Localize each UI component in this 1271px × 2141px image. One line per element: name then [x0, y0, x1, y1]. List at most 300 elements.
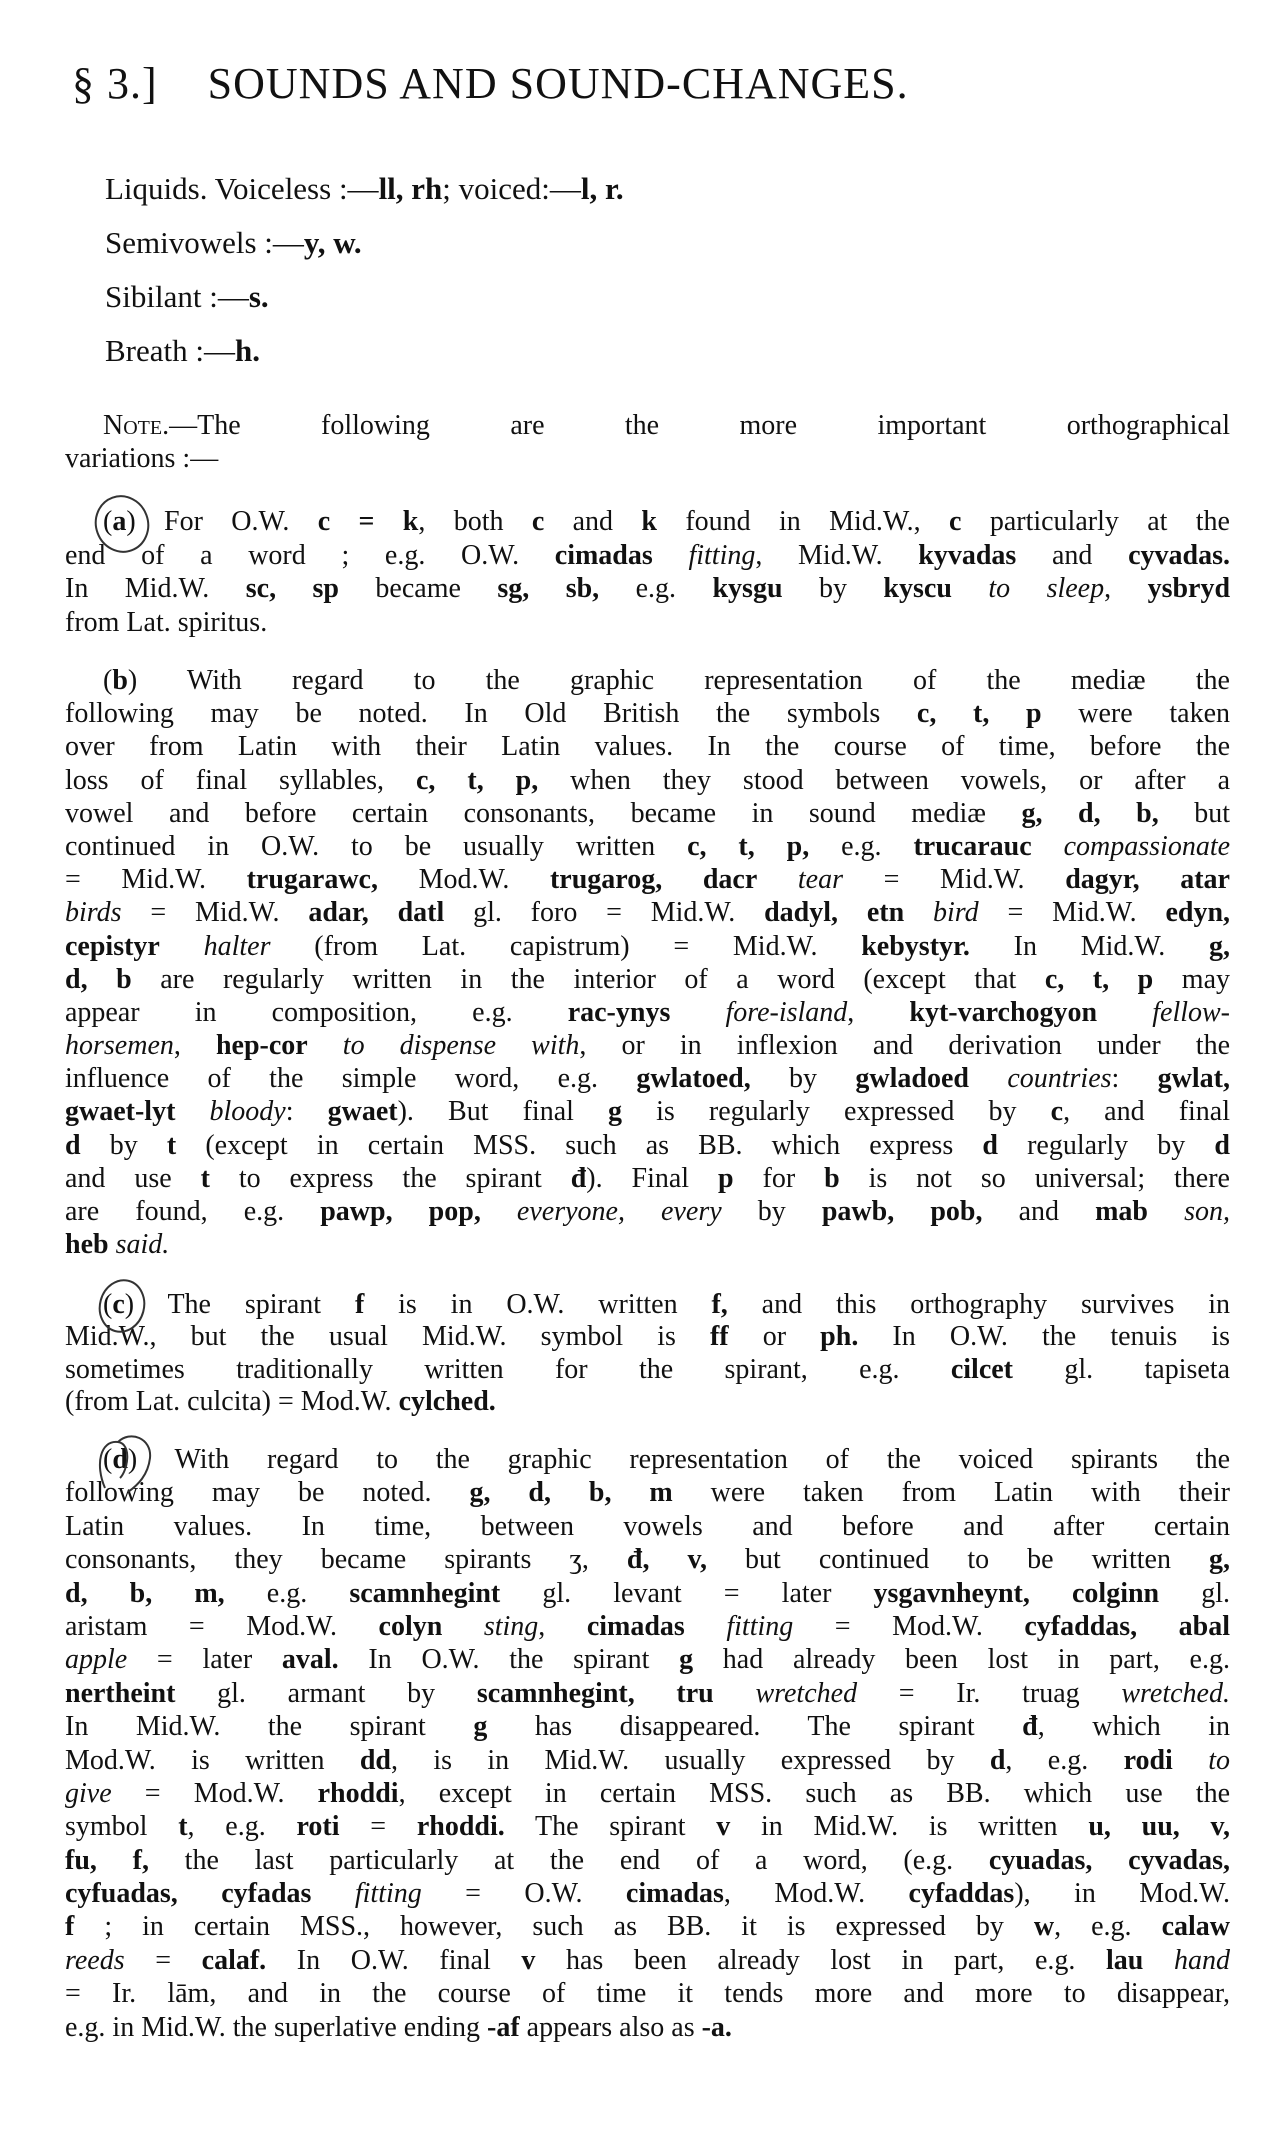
welsh-form: c — [949, 506, 962, 537]
text-run: , Mid.W. — [755, 539, 919, 571]
text-run: , e.g. — [1054, 1911, 1162, 1943]
gloss: fitting — [726, 1610, 794, 1642]
welsh-form: g — [679, 1644, 694, 1676]
text-line — [65, 697, 1230, 730]
text-run: Semivowels :— — [105, 225, 304, 260]
text-line — [65, 1354, 1230, 1386]
text-run: were taken from Latin with their — [672, 1477, 1230, 1509]
text-run: ; in certain MSS., however, such as BB. it is expressed by — [74, 1911, 1034, 1943]
welsh-form: adar, datl — [308, 897, 445, 929]
welsh-form: cyfuadas, cyfadas — [65, 1878, 312, 1910]
gloss: fitting — [688, 539, 756, 571]
text-line — [105, 216, 624, 270]
text-run: gl. tapiseta — [1013, 1353, 1231, 1385]
gloss: countries — [1007, 1063, 1112, 1095]
welsh-form: kysgu — [712, 573, 783, 605]
text-line — [65, 764, 1230, 797]
welsh-form: f — [354, 1289, 365, 1320]
gloss: sting — [483, 1610, 539, 1642]
gloss: fore-island — [725, 996, 848, 1028]
text-line — [65, 1228, 1230, 1261]
welsh-form: ph. — [820, 1321, 859, 1353]
text-run: had already been lost in part, e.g. — [693, 1644, 1230, 1676]
text-run: vowel and before certain consonants, became in sound mediæ — [65, 797, 1022, 829]
text-run — [175, 1096, 209, 1127]
text-run: = Mid.W. — [65, 864, 247, 896]
text-line — [65, 409, 1230, 442]
welsh-form: t — [200, 1162, 210, 1194]
welsh-form: v — [716, 1811, 731, 1843]
text-run: consonants, they became spirants ʒ, — [65, 1544, 627, 1576]
gloss: to dispense with — [342, 1030, 580, 1062]
welsh-form: c — [112, 1289, 125, 1320]
text-line — [65, 1643, 1230, 1676]
text-line — [65, 1777, 1230, 1810]
gloss: wretched — [755, 1677, 858, 1709]
welsh-form: rhoddi — [317, 1777, 399, 1809]
text-run: In Mid.W. — [65, 573, 246, 605]
welsh-form: cyvadas. — [1128, 539, 1230, 571]
welsh-form: d, b — [65, 963, 132, 995]
text-run: In Mid.W. — [969, 930, 1210, 962]
welsh-form: heb — [65, 1229, 109, 1261]
text-run: became — [338, 573, 498, 605]
text-run: , — [173, 1030, 216, 1062]
text-run: gl. foro = Mid.W. — [444, 897, 765, 929]
text-run: and — [544, 506, 642, 537]
welsh-form: ll, rh — [378, 171, 443, 206]
gloss: birds — [65, 897, 122, 929]
text-run: ). Final — [586, 1162, 718, 1194]
text-line — [65, 664, 1230, 697]
text-line — [65, 1977, 1230, 2010]
text-run: following may be noted. — [65, 1477, 470, 1509]
welsh-form: colyn — [378, 1610, 443, 1642]
gloss: hand — [1174, 1944, 1231, 1976]
gloss: fitting — [354, 1878, 422, 1910]
text-run: from Lat. spiritus. — [65, 607, 268, 639]
text-run: appears also as — [519, 2011, 702, 2043]
text-run: loss of final syllables, — [65, 764, 416, 796]
paragraph-c — [65, 1289, 1230, 1419]
text-run: ) With regard to the graphic representation of the voiced spirants the — [127, 1444, 1230, 1475]
section-number: § 3.] — [72, 59, 158, 108]
text-line — [65, 996, 1230, 1029]
text-run: by — [782, 573, 884, 605]
text-run — [1148, 1196, 1184, 1227]
page-heading — [72, 58, 909, 109]
gloss: reeds — [65, 1944, 125, 1976]
text-run: = Ir. truag — [857, 1677, 1122, 1709]
text-run: variations :— — [65, 443, 219, 475]
welsh-form: d — [1214, 1129, 1230, 1161]
text-run — [308, 1030, 343, 1061]
text-line — [65, 1062, 1230, 1095]
welsh-form: cimadas — [554, 539, 653, 571]
welsh-form: g, d, b, — [1021, 797, 1159, 829]
text-line — [105, 270, 624, 324]
welsh-form: l, r. — [580, 171, 624, 206]
welsh-form: sg, sb, — [497, 573, 600, 605]
text-run — [757, 864, 798, 895]
text-run: , e.g. — [1005, 1744, 1124, 1776]
text-run: , and final — [1063, 1096, 1231, 1128]
text-line — [65, 963, 1230, 996]
gloss: compassionate — [1063, 830, 1231, 862]
text-run: , Mod.W. — [723, 1878, 909, 1910]
welsh-form: cilcet — [950, 1353, 1014, 1385]
text-run: = Mid.W. — [843, 864, 1066, 896]
text-run: Mid.W., but the usual Mid.W. symbol is — [65, 1321, 710, 1353]
text-run: : — [285, 1096, 328, 1128]
text-run: and — [1016, 539, 1129, 571]
text-run: e.g. — [809, 830, 914, 862]
text-run — [1143, 1945, 1174, 1976]
text-line — [65, 1029, 1230, 1062]
welsh-form: gwladoed — [855, 1063, 969, 1095]
text-run — [670, 997, 725, 1028]
text-run — [481, 1196, 517, 1227]
welsh-form: c — [531, 506, 545, 537]
welsh-form: c, t, p, — [687, 830, 810, 862]
text-run: In O.W. the spirant — [338, 1644, 680, 1676]
text-run: and use — [65, 1162, 201, 1194]
gloss: bloody — [209, 1096, 286, 1128]
welsh-form: d — [989, 1744, 1006, 1776]
text-run: found in Mid.W., — [656, 506, 950, 537]
welsh-form: gwaet — [327, 1096, 398, 1128]
text-run: Sibilant :— — [105, 279, 249, 314]
text-run: Liquids. Voiceless :— — [105, 171, 379, 206]
text-run: = later — [127, 1644, 282, 1676]
welsh-form: d, b, m, — [65, 1577, 225, 1609]
text-line — [65, 1810, 1230, 1843]
text-run: ( — [103, 506, 113, 537]
welsh-form: rac-ynys — [567, 996, 671, 1028]
welsh-form: trugarog, dacr — [549, 864, 758, 896]
text-line — [65, 1510, 1230, 1543]
text-run: ; voiced:— — [442, 171, 581, 206]
text-line — [105, 324, 624, 378]
text-run: is in O.W. written — [364, 1289, 712, 1320]
text-line — [65, 1710, 1230, 1743]
text-line — [65, 730, 1230, 763]
text-run: but — [1158, 797, 1231, 829]
text-run: , except in certain MSS. such as BB. which use the — [398, 1777, 1231, 1809]
welsh-form: scamnhegint, tru — [476, 1677, 714, 1709]
text-run: regularly by — [997, 1129, 1215, 1161]
paragraph-b — [65, 664, 1230, 1261]
welsh-form: g — [473, 1711, 488, 1743]
text-run: or — [728, 1321, 821, 1353]
text-run — [1173, 1745, 1208, 1776]
text-run: , e.g. — [187, 1811, 297, 1843]
welsh-form: k — [641, 506, 657, 537]
text-line — [65, 606, 1230, 640]
text-run: following may be noted. In Old British the symbols — [65, 698, 917, 730]
welsh-form: b — [112, 665, 128, 696]
welsh-form: rodi — [1123, 1744, 1173, 1776]
text-run — [1097, 997, 1152, 1028]
text-run: has been already lost in part, e.g. — [535, 1944, 1107, 1976]
welsh-form: cyuadas, cyvadas, — [988, 1844, 1230, 1876]
text-run — [969, 1063, 1007, 1094]
text-run: = — [339, 1811, 417, 1843]
text-run: (from Lat. capistrum) = Mid.W. — [270, 930, 862, 962]
welsh-form: a — [112, 506, 127, 537]
welsh-form: -a. — [701, 2011, 732, 2043]
welsh-form: ff — [709, 1321, 729, 1353]
gloss: fellow- — [1152, 996, 1230, 1028]
text-run: influence of the simple word, e.g. — [65, 1063, 637, 1095]
text-run: particularly at the — [961, 506, 1230, 537]
welsh-form: trucarauc — [913, 830, 1032, 862]
text-run: has disappeared. The spirant — [487, 1711, 1023, 1743]
text-run: = Mod.W. — [793, 1610, 1025, 1642]
text-run — [952, 573, 988, 604]
text-run: ( — [103, 1289, 113, 1320]
welsh-form: -af — [487, 2011, 520, 2043]
text-line — [65, 1195, 1230, 1228]
text-run: and this orthography survives in — [727, 1289, 1230, 1320]
text-run: , — [847, 996, 910, 1028]
text-run: Mod.W. — [377, 864, 550, 896]
text-run: , is in Mid.W. usually expressed by — [391, 1744, 990, 1776]
welsh-form: cyfaddas, abal — [1024, 1610, 1231, 1642]
welsh-form: c, t, p — [916, 698, 1042, 730]
welsh-form: kyscu — [883, 573, 952, 605]
text-run: may — [1153, 963, 1230, 995]
text-run: = O.W. — [421, 1878, 626, 1910]
text-run: by — [750, 1063, 856, 1095]
welsh-form: fu, f, — [65, 1844, 149, 1876]
text-run: ) For O.W. — [126, 506, 318, 537]
text-run: Breath :— — [105, 333, 235, 368]
welsh-form: gwlat, — [1157, 1063, 1230, 1095]
text-run — [653, 540, 689, 571]
text-run — [160, 931, 204, 962]
text-run: = Mid.W. — [978, 897, 1166, 929]
welsh-form: f — [65, 1911, 75, 1943]
text-line — [65, 1610, 1230, 1643]
text-run: ). But final — [397, 1096, 608, 1128]
text-run: .—The following are the more important orthographical — [162, 410, 1230, 441]
text-line — [65, 539, 1230, 573]
welsh-form: đ — [1022, 1711, 1038, 1743]
welsh-form: s. — [248, 279, 269, 314]
text-run — [714, 1678, 756, 1709]
text-run — [109, 1229, 116, 1260]
text-line — [65, 1476, 1230, 1509]
gloss: tear — [797, 864, 843, 896]
welsh-form: kyt-varchogyon — [909, 996, 1098, 1028]
text-run: sometimes traditionally written for the spirant, e.g. — [65, 1353, 951, 1385]
welsh-form: kebystyr. — [861, 930, 970, 962]
welsh-form: dagyr, atar — [1065, 864, 1230, 896]
welsh-form: v — [521, 1944, 536, 1976]
text-run: by — [80, 1129, 167, 1161]
text-line — [65, 797, 1230, 830]
welsh-form: d — [982, 1129, 998, 1161]
text-line — [65, 1386, 1230, 1418]
gloss: son, — [1184, 1196, 1230, 1227]
gloss: wretched. — [1121, 1677, 1230, 1709]
text-run: but continued to be written — [706, 1544, 1209, 1576]
text-line — [65, 1677, 1230, 1710]
text-run: ( — [103, 665, 113, 696]
text-run: end of a word ; e.g. O.W. — [65, 539, 555, 571]
text-line — [65, 1577, 1230, 1610]
welsh-form: calaw — [1161, 1911, 1230, 1943]
text-run: (except in certain MSS. such as BB. which express — [176, 1129, 983, 1161]
text-run — [442, 1611, 484, 1642]
text-line — [65, 1910, 1230, 1943]
gloss: give — [65, 1777, 112, 1809]
welsh-form: cimadas — [586, 1610, 685, 1642]
welsh-form: đ, v, — [626, 1544, 707, 1576]
text-line — [65, 1944, 1230, 1977]
text-line — [65, 896, 1230, 929]
welsh-form: g, — [1209, 930, 1231, 962]
gloss: halter — [203, 930, 271, 962]
text-run: in Mid.W. is written — [730, 1811, 1089, 1843]
text-run: symbol — [65, 1811, 179, 1843]
welsh-form: u, uu, v, — [1088, 1811, 1230, 1843]
welsh-form: g — [608, 1096, 622, 1128]
text-run: : — [1111, 1063, 1158, 1095]
gloss: bird — [933, 897, 979, 929]
text-run — [904, 897, 933, 928]
text-line — [65, 1877, 1230, 1910]
welsh-form: roti — [296, 1811, 340, 1843]
welsh-form: c, t, p, — [416, 764, 539, 796]
welsh-form: c, t, p — [1044, 963, 1154, 995]
sound-classes-list — [105, 162, 624, 378]
text-run: Note — [103, 410, 163, 441]
text-run: gl. armant by — [175, 1677, 477, 1709]
text-run: is regularly expressed by — [622, 1096, 1051, 1128]
text-run: are regularly written in the interior of a word (except that — [131, 963, 1045, 995]
text-run — [311, 1878, 354, 1909]
text-run: aristam = Mod.W. — [65, 1610, 379, 1642]
text-run: (from Lat. culcita) = Mod.W. — [65, 1386, 399, 1418]
text-run: appear in composition, e.g. — [65, 996, 568, 1028]
text-run: , — [1104, 573, 1148, 605]
note-paragraph — [65, 409, 1230, 475]
welsh-form: c — [1050, 1096, 1064, 1128]
welsh-form: t — [166, 1129, 177, 1161]
gloss: apple — [65, 1644, 128, 1676]
text-run: are found, e.g. — [65, 1196, 321, 1227]
welsh-form: mab — [1095, 1196, 1148, 1227]
welsh-form: trugarawc, — [246, 864, 378, 896]
text-run — [1032, 831, 1064, 862]
paragraph-d — [65, 1443, 1230, 2044]
gloss: said. — [115, 1229, 170, 1261]
gloss: everyone, every — [516, 1196, 722, 1227]
text-run: = Ir. lām, and in the course of time it tends more and more to disappear, — [65, 1978, 1230, 2010]
text-line — [65, 830, 1230, 863]
welsh-form: edyn, — [1165, 897, 1231, 929]
gloss: to — [1208, 1744, 1230, 1776]
text-run: , which in — [1037, 1711, 1230, 1743]
text-run: In Mid.W. the spirant — [65, 1711, 474, 1743]
text-run: ) The spirant — [124, 1289, 355, 1320]
text-run: ( — [103, 1444, 113, 1475]
text-run: is not so universal; there — [839, 1162, 1230, 1194]
text-run: for — [733, 1162, 825, 1194]
paragraph-a — [65, 505, 1230, 640]
text-run: the last particularly at the end of a word, (e.g. — [148, 1844, 989, 1876]
text-run: over from Latin with their Latin values. In the course of time, before the — [65, 731, 1230, 763]
welsh-form: cimadas — [625, 1878, 724, 1910]
text-run: = — [124, 1944, 202, 1976]
welsh-form: cepistyr — [65, 930, 160, 962]
welsh-form: aval. — [281, 1644, 339, 1676]
text-run: by — [721, 1196, 822, 1227]
text-line — [65, 2011, 1230, 2044]
text-line — [65, 572, 1230, 606]
text-run: were taken — [1041, 698, 1230, 730]
welsh-form: hep-cor — [215, 1030, 308, 1062]
text-run: , both — [418, 506, 532, 537]
text-run: when they stood between vowels, or after a — [538, 764, 1230, 796]
text-run: In O.W. the tenuis is — [858, 1321, 1230, 1353]
welsh-form: pawb, pob, — [821, 1196, 983, 1227]
welsh-form: calaf. — [201, 1944, 267, 1976]
welsh-form: d — [112, 1444, 128, 1475]
text-run: Mod.W. is written — [65, 1744, 360, 1776]
welsh-form: f, — [711, 1289, 728, 1320]
welsh-form: gwlatoed, — [636, 1063, 751, 1095]
text-line — [65, 1289, 1230, 1321]
text-run: In O.W. final — [266, 1944, 522, 1976]
welsh-form: w — [1033, 1911, 1055, 1943]
welsh-form: g, d, b, m — [469, 1477, 673, 1509]
welsh-form: kyvadas — [918, 539, 1017, 571]
welsh-form: scamnhegint — [349, 1577, 501, 1609]
welsh-form: b — [824, 1162, 840, 1194]
welsh-form: cylched. — [398, 1386, 496, 1418]
text-run: , or in inflexion and derivation under the — [579, 1030, 1230, 1062]
text-run: The spirant — [504, 1811, 717, 1843]
text-line — [65, 1095, 1230, 1128]
welsh-form: rhoddi. — [416, 1811, 505, 1843]
text-run — [685, 1611, 727, 1642]
text-line — [65, 442, 1230, 475]
welsh-form: d — [65, 1129, 81, 1161]
welsh-form: p — [718, 1162, 734, 1194]
text-run: ) With regard to the graphic representation of the mediæ the — [127, 665, 1230, 696]
welsh-form: đ — [570, 1162, 587, 1194]
text-run: e.g. in Mid.W. the superlative ending — [65, 2011, 487, 2043]
text-run: Latin values. In time, between vowels and before and after certain — [65, 1510, 1230, 1542]
welsh-form: ysbryd — [1147, 573, 1231, 605]
welsh-form: h. — [235, 333, 260, 368]
text-run: = Mid.W. — [121, 897, 309, 929]
welsh-form: dadyl, etn — [764, 897, 905, 929]
gloss: to sleep — [988, 573, 1105, 605]
text-run: to express the spirant — [209, 1162, 571, 1194]
text-run: , — [538, 1610, 587, 1642]
text-run: = Mod.W. — [111, 1777, 318, 1809]
page-title: SOUNDS AND SOUND-CHANGES. — [207, 59, 909, 108]
text-line — [65, 1443, 1230, 1476]
welsh-form: cyfaddas — [908, 1878, 1015, 1910]
text-line — [65, 505, 1230, 539]
gloss: horsemen — [65, 1030, 174, 1062]
welsh-form: y, w. — [303, 225, 362, 260]
